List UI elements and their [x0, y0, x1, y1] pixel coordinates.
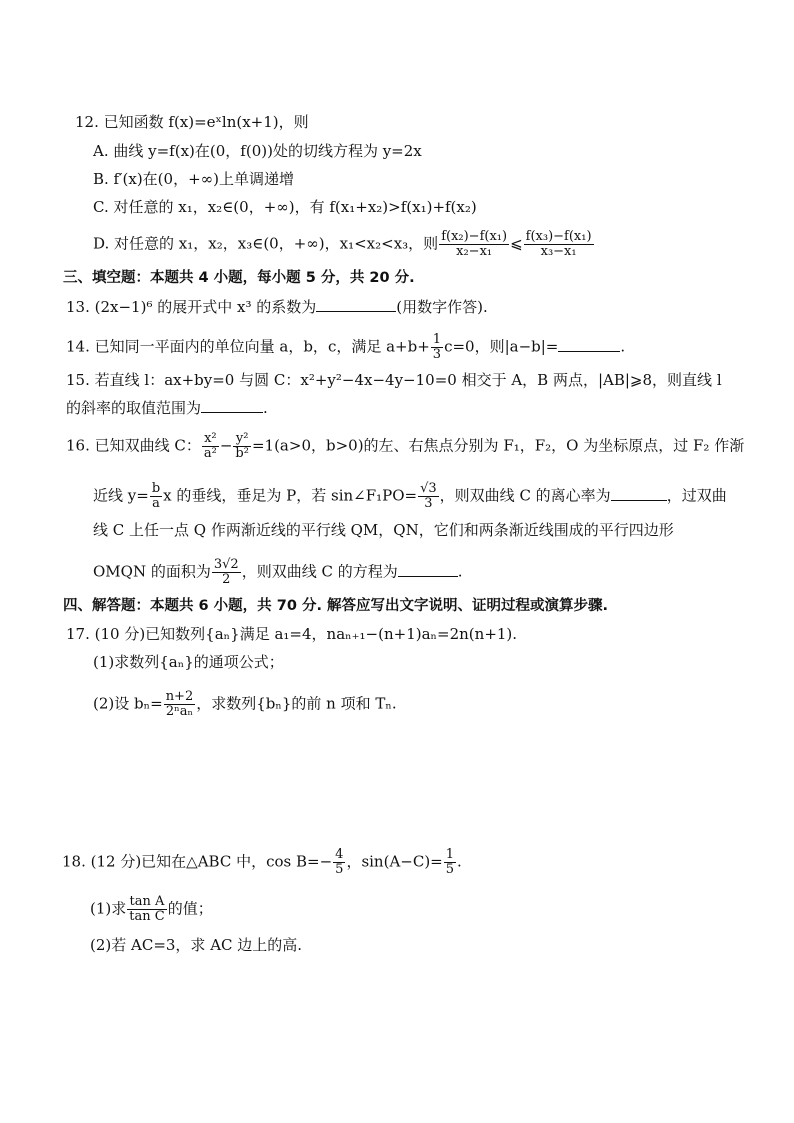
q16-fraction-area: [212, 558, 241, 587]
q16-text-4: OMQN 的面积为: [93, 562, 211, 581]
q17-part-2-text-cont: ，求数列{bₙ}的前 n 项和 Tₙ.: [196, 694, 397, 713]
q18-part-1-text-cont: 的值；: [167, 899, 213, 918]
q15-line-1: [66, 370, 722, 390]
q14-fraction: [431, 333, 443, 362]
fraction-denominator: 2ⁿaₙ: [165, 704, 194, 719]
q12-option-a: [93, 141, 422, 161]
q16-text-2d: ，过双曲: [666, 486, 727, 505]
q13-note: (用数字作答).: [396, 298, 488, 316]
q12-option-b-text: B. f′(x)在(0，+∞)上单调递增: [93, 170, 294, 188]
q17-part-2-text: (2)设 bₙ=: [93, 694, 163, 713]
fraction-numerator: tan A: [127, 895, 166, 910]
q16-fraction-sqrt3: [418, 482, 439, 511]
q16-line-1: [66, 432, 744, 461]
fraction-numerator: n+2: [165, 689, 194, 704]
fraction-denominator: 2: [222, 572, 231, 587]
q16-period: .: [457, 562, 463, 581]
q16-line-2: [93, 482, 727, 511]
q16-text-2: 近线 y=: [93, 486, 149, 505]
fraction-denominator: 3: [424, 496, 433, 511]
fraction-numerator: 4: [335, 847, 344, 862]
section-4-title: [63, 596, 608, 616]
q15-answer-blank[interactable]: [201, 398, 263, 413]
fraction-denominator: b²: [235, 446, 249, 461]
fraction-denominator: 3: [432, 347, 442, 362]
section-3-title-text: 三、填空题：本题共 4 小题，每小题 5 分，共 20 分.: [63, 270, 415, 286]
q17-text: 17. (10 分)已知数列{aₙ}满足 a₁=4，naₙ₊₁−(n+1)aₙ=2n(n+1).: [66, 625, 518, 643]
fraction-numerator: f(x₃)−f(x₁): [525, 229, 592, 244]
q16-fraction-ba: [150, 482, 162, 511]
q14-answer-blank[interactable]: [558, 337, 620, 352]
q13: [66, 297, 488, 317]
q18-part-1-text: (1)求: [90, 899, 127, 918]
fraction-numerator: 1: [432, 332, 442, 347]
fraction-numerator: 3√2: [213, 557, 239, 572]
q17-part-2: [93, 690, 397, 719]
q14-text-mid: c=0，则|a−b|=: [444, 337, 559, 356]
q18-stem: [62, 848, 462, 877]
fraction-numerator: y²: [233, 432, 251, 447]
fraction-numerator: b: [151, 481, 161, 496]
q16-fraction-y: [233, 432, 251, 461]
q17-part-1: [93, 652, 284, 672]
q18-text-mid: ，sin(A−C)=: [346, 852, 443, 871]
q16-eccentricity-blank[interactable]: [611, 486, 667, 501]
q16-text-2b: x 的垂线，垂足为 P，若 sin∠F₁PO=: [163, 486, 418, 505]
q14-period: .: [620, 337, 626, 356]
fraction-numerator: 1: [445, 847, 455, 862]
q18-period: .: [457, 852, 462, 871]
q16-line-3: [93, 520, 674, 540]
q18-part-1: [90, 895, 213, 924]
q12-stem-text: 12. 已知函数 f(x)=eˣln(x+1)，则: [75, 113, 309, 131]
fraction-denominator: a²: [203, 446, 217, 461]
q12-option-d: [93, 230, 595, 259]
q16-minus: −: [219, 436, 233, 455]
q12-stem: [75, 112, 309, 132]
q18-text: 18. (12 分)已知在△ABC 中，cos B=−: [62, 852, 333, 871]
q16-fraction-x: [202, 432, 219, 461]
q15-text: 15. 若直线 l：ax+by=0 与圆 C：x²+y²−4x−4y−10=0 相交于 A，B 两点，|AB|⩾8，则直线 l: [66, 371, 722, 389]
q18-part-2-text: (2)若 AC=3，求 AC 边上的高.: [90, 936, 303, 954]
q13-answer-blank[interactable]: [316, 297, 396, 312]
fraction-denominator: tan C: [129, 909, 165, 924]
fraction-numerator: f(x₂)−f(x₁): [441, 229, 508, 244]
q12-d-relation: ⩽: [510, 234, 523, 253]
q15-period: .: [263, 399, 268, 417]
q13-text: 13. (2x−1)⁶ 的展开式中 x³ 的系数为: [66, 298, 317, 316]
q14: [66, 333, 625, 362]
q16-text-4b: ，则双曲线 C 的方程为: [241, 562, 398, 581]
q16-text-3: 线 C 上任一点 Q 作两渐近线的平行线 QM，QN，它们和两条渐近线围成的平行四边形: [93, 521, 674, 539]
q12-option-d-text: D. 对任意的 x₁，x₂，x₃∈(0，+∞)，x₁<x₂<x₃，则: [93, 234, 439, 253]
q16-text-cont: =1(a>0，b>0)的左、右焦点分别为 F₁，F₂，O 为坐标原点，过 F₂ 作渐: [251, 436, 745, 455]
q15-line-2: [66, 398, 268, 418]
q14-text: 14. 已知同一平面内的单位向量 a，b，c，满足 a+b+: [66, 337, 430, 356]
q16-line-4: [93, 558, 462, 587]
fraction-denominator: x₂−x₁: [456, 244, 493, 259]
q18-fraction-tan: [127, 895, 166, 924]
section-3-title: [63, 268, 415, 288]
fraction-numerator: x²: [202, 432, 219, 447]
q17-fraction: [164, 690, 196, 719]
q17-part-1-text: (1)求数列{aₙ}的通项公式；: [93, 653, 284, 671]
q12-option-a-text: A. 曲线 y=f(x)在(0，f(0))处的切线方程为 y=2x: [93, 142, 422, 160]
q16-text: 16. 已知双曲线 C：: [66, 436, 201, 455]
q12-option-c-text: C. 对任意的 x₁，x₂∈(0，+∞)，有 f(x₁+x₂)>f(x₁)+f(x₂): [93, 198, 477, 216]
fraction-denominator: 5: [335, 862, 344, 877]
q12-d-fraction-2: [524, 230, 594, 259]
fraction-denominator: 5: [445, 862, 455, 877]
q12-option-c: [93, 197, 477, 217]
q12-d-fraction-1: [439, 230, 509, 259]
fraction-denominator: a: [152, 496, 160, 511]
q16-equation-blank[interactable]: [398, 562, 458, 577]
q18-part-2: [90, 935, 302, 955]
q12-option-b: [93, 169, 294, 189]
fraction-denominator: x₃−x₁: [540, 244, 577, 259]
q18-fraction-sin: [444, 848, 456, 877]
q15-text-2: 的斜率的取值范围为: [66, 399, 202, 417]
q18-fraction-cos: [333, 848, 345, 877]
q17-stem: [66, 624, 517, 644]
section-4-title-text: 四、解答题：本题共 6 小题，共 70 分. 解答应写出文字说明、证明过程或演算步骤.: [63, 598, 609, 614]
fraction-numerator: √3: [420, 481, 437, 496]
q16-text-2c: ，则双曲线 C 的离心率为: [439, 486, 611, 505]
